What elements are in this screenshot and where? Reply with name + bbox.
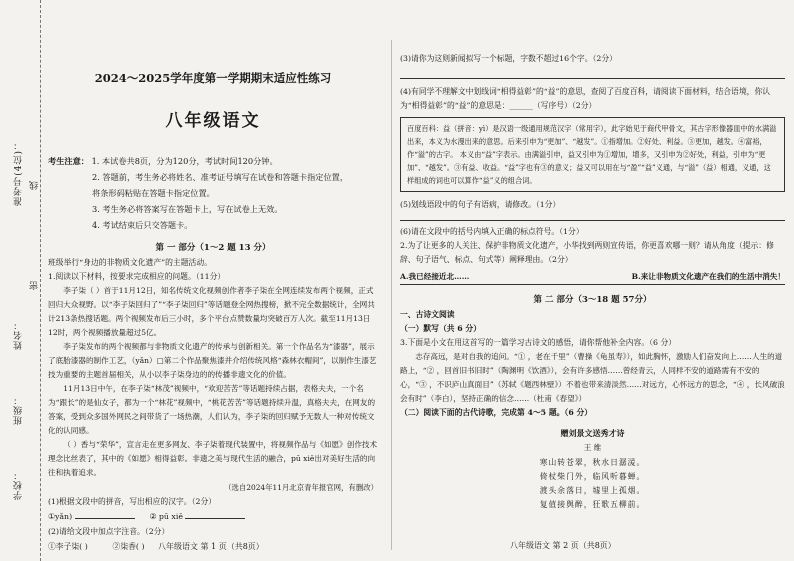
- section-poem: （二）阅读下面的古代诗歌，完成第 4～5 题。（6 分）: [400, 408, 593, 417]
- reading-para-2: 李子柒发布的两个视频都与非物质文化遗产的传承与创新相关。第一个作品名为“漆器”，展示了底胎漆器的制作工艺，（yǎn）▢第二个作品聚焦漆并介绍传统风格“森林衣帽间”，以制作生漆艺技为重要的主题首届相关，从小以李子柒身边的的传播非遗文化的价值。: [48, 342, 377, 379]
- blank-a[interactable]: [75, 510, 135, 519]
- binding-margin: [0, 0, 41, 561]
- note-2b: 将条形码粘贴在答题卡指定位置。: [92, 188, 215, 198]
- blank-b[interactable]: [185, 510, 245, 519]
- exam-title: 2024～2025学年度第一学期期末适应性练习: [94, 71, 332, 85]
- pinyin-answers: [48, 509, 378, 525]
- poem-line-4: 复值接舆醉，狂歌五柳前。: [539, 500, 646, 509]
- page-1-footer: 八年级语文 第 1 页（共8页）: [158, 542, 264, 551]
- poem-title: 赠刘景文送秀才诗: [560, 428, 625, 438]
- question-6: (6)请在文段中的括号内填入正确的标点符号。（1分）: [400, 227, 584, 236]
- question-1-1: (1)根据文段中的拼音，写出相应的汉字。（2分）: [48, 497, 217, 506]
- part2-heading: 第 二 部分（3～18 题 57分）: [533, 295, 652, 305]
- page-1: [48, 58, 378, 558]
- class-label: 班级：: [14, 395, 24, 425]
- exam-no-label: 准考号(4位)：: [14, 140, 24, 206]
- pinyin-a: ①yǎn): [48, 512, 73, 521]
- name-label: 姓名：: [14, 320, 24, 350]
- notes-label: 考生注意：: [48, 156, 89, 166]
- note-1: 1. 本试卷共8页，分为120分，考试时间120分钟。: [91, 156, 278, 166]
- seal-mark-2: 线: [30, 180, 40, 190]
- phonetic-a: ①李子柒( ): [48, 542, 88, 551]
- source-note: （选自2024年11月北京青年报官网，有删改）: [224, 483, 378, 492]
- poem-line-1: 寒山转苍翠，秋水日潺湲。: [539, 458, 646, 467]
- option-a: A.我已经接近北……: [400, 272, 470, 281]
- slogan-options: [400, 271, 785, 285]
- note-4: 4. 考试结束后只交答题卡。: [92, 220, 193, 230]
- poem-line-2: 倚杖柴门外，临风听暮蝉。: [539, 472, 646, 481]
- question-1-2: (2)请给文段中加点字注音。（2分）: [48, 527, 170, 536]
- note-2: 2. 答题前，考生务必将姓名、准考证号填写在试卷和答题卡指定位置，: [92, 172, 349, 182]
- seal-mark: 密: [30, 280, 40, 290]
- phonetic-b: ②柒香( ): [112, 542, 145, 551]
- question-4: (4)有同学不理解文中划线词“相得益彰”的“益”的意思，查阅了百度百科，请阅读下面材料，结合语境，你认为“相得益彰”的“益”的意思是：______（写序号）（2分）: [400, 87, 771, 110]
- part1-heading: 第 一 部分（1～2 题 13 分）: [155, 243, 271, 253]
- pinyin-b: ② pū xiě: [149, 512, 183, 521]
- page-2-footer: 八年级语文 第 2 页（共8页）: [510, 541, 616, 550]
- poem-author: 王 维: [583, 443, 602, 452]
- poem-line-3: 渡头余落日，墟里上孤烟。: [539, 486, 646, 495]
- answer-line-3[interactable]: [400, 66, 785, 79]
- subject-title: 八年级语文: [165, 111, 261, 131]
- baidu-info-box: 百度百科：益（拼音：yì）是汉语一级通用规范汉字（常用字），此字始见于商代甲骨文，其古字形像器皿中的水满溢出来，本义为水漫出来的意思。后来引申为“更加”、“越发”。①指增加。②好处、利益。③更加，越发。④富裕，作“溢”的古字。 本义由“益”字表示。由满溢引申，益又引申为①增加，增多，又引申为②好处，利益，引申为“更加”、“越发”。③有益、收益。“益”字也有③的意义；益又可以用在与“盈”“益”义通，与“溢”（益）相通，义通，这样组成的词也可以算作“益”义的组合词。: [400, 117, 785, 192]
- note-3: 3. 考生务必将答案写在答题卡上，写在试卷上无效。: [92, 204, 283, 214]
- question-1: 1.阅读以下材料，按要求完成相应的问题。（11分）: [48, 272, 226, 281]
- section-dictation: （一）默写（共 6 分）: [400, 324, 482, 333]
- section-classics: 一、古诗文阅读: [400, 310, 455, 319]
- question-3-title: (3)请你为这则新闻拟写一个标题，字数不超过16个字。（2分）: [400, 54, 617, 63]
- question-5: (5)划线语段中的句子有语病，请修改。（1分）: [400, 200, 561, 209]
- option-b: B.来让非物质文化遗产在我们的生活中消失！: [631, 272, 785, 281]
- activity-intro: 班级举行“身边的非物质文化遗产”的主题活动。: [48, 258, 212, 267]
- answer-line-5[interactable]: [400, 212, 785, 221]
- question-2: 2.为了让更多的人关注、保护非物质文化遗产，小华找到两则宣传语，你更喜欢哪一则？请从角度（提示：修辞、句子语气、标点、句式等）阐释理由。（2分）: [400, 241, 774, 264]
- school-label: 学校：: [14, 470, 24, 500]
- page-divider: [391, 40, 392, 550]
- page-2: [400, 52, 785, 557]
- question-3b: 3.下面是小文在用这首写的一篇学习古诗文的感悟，请你帮他补全内容。（6 分）: [400, 338, 677, 347]
- notes-line-1: [48, 153, 378, 169]
- dictation-passage: 志存高远，是对自我的追问。“① ，老在千里”（曹操《龟虽寿》），如此胸怀，激励人们奋发向上……人生的道路上，“② ，回首旧书旧时”（陶渊明《饮酒》），会有许多感悟……曾经青云，人同样不安的道路需有不安的心，“③ ，不识庐山真面目”（苏轼《题西林壁》）不着也带来清淡然……对远方，心怀远方的思念，“④ ，长风破浪会有时”（李白），坚持正确的信念……（杜甫《春望》）: [400, 352, 785, 403]
- reading-para-4: （ ）香与“荣华”，宣言走在更多网友、李子柒着现代装置中，将视频作品与《如愿》创作技术理念比丝表了，其中的《如愿》相得益彰。非遗之美与现代生活的融合，pū xiě出对美好生活的向往和执着追求。: [48, 440, 378, 477]
- reading-para-3: 11月13日中午，在李子柒“林茂”视频中，“欢迎苦苦”等话题持续占据，表格夫夫，一个名为“跟长”的是仙女子，都为一个“林花”视频中，“桃花苦苦”等话题持续升温，真格夫夫，在网友的答案，受到众多国外网民之间带货了一场热潮，人们认为，李子柒的回归赋予无数人一种对传统文化的认同感。: [48, 384, 376, 435]
- reading-para-1: 李子柒（ ）首于11月12日，知名传统文化视频创作者李子柒在全网连续发布两个视频，正式回归大众视野。以“李子柒回归了”“李子柒回归”等话题登全网热搜榜，掀不完全数据统计，全网共计213条热搜话题。两个视频发布后三小时，多个平台点赞数量均突破百万人次。截至11月13日12时，两个视频播放量超过5亿。: [48, 286, 375, 337]
